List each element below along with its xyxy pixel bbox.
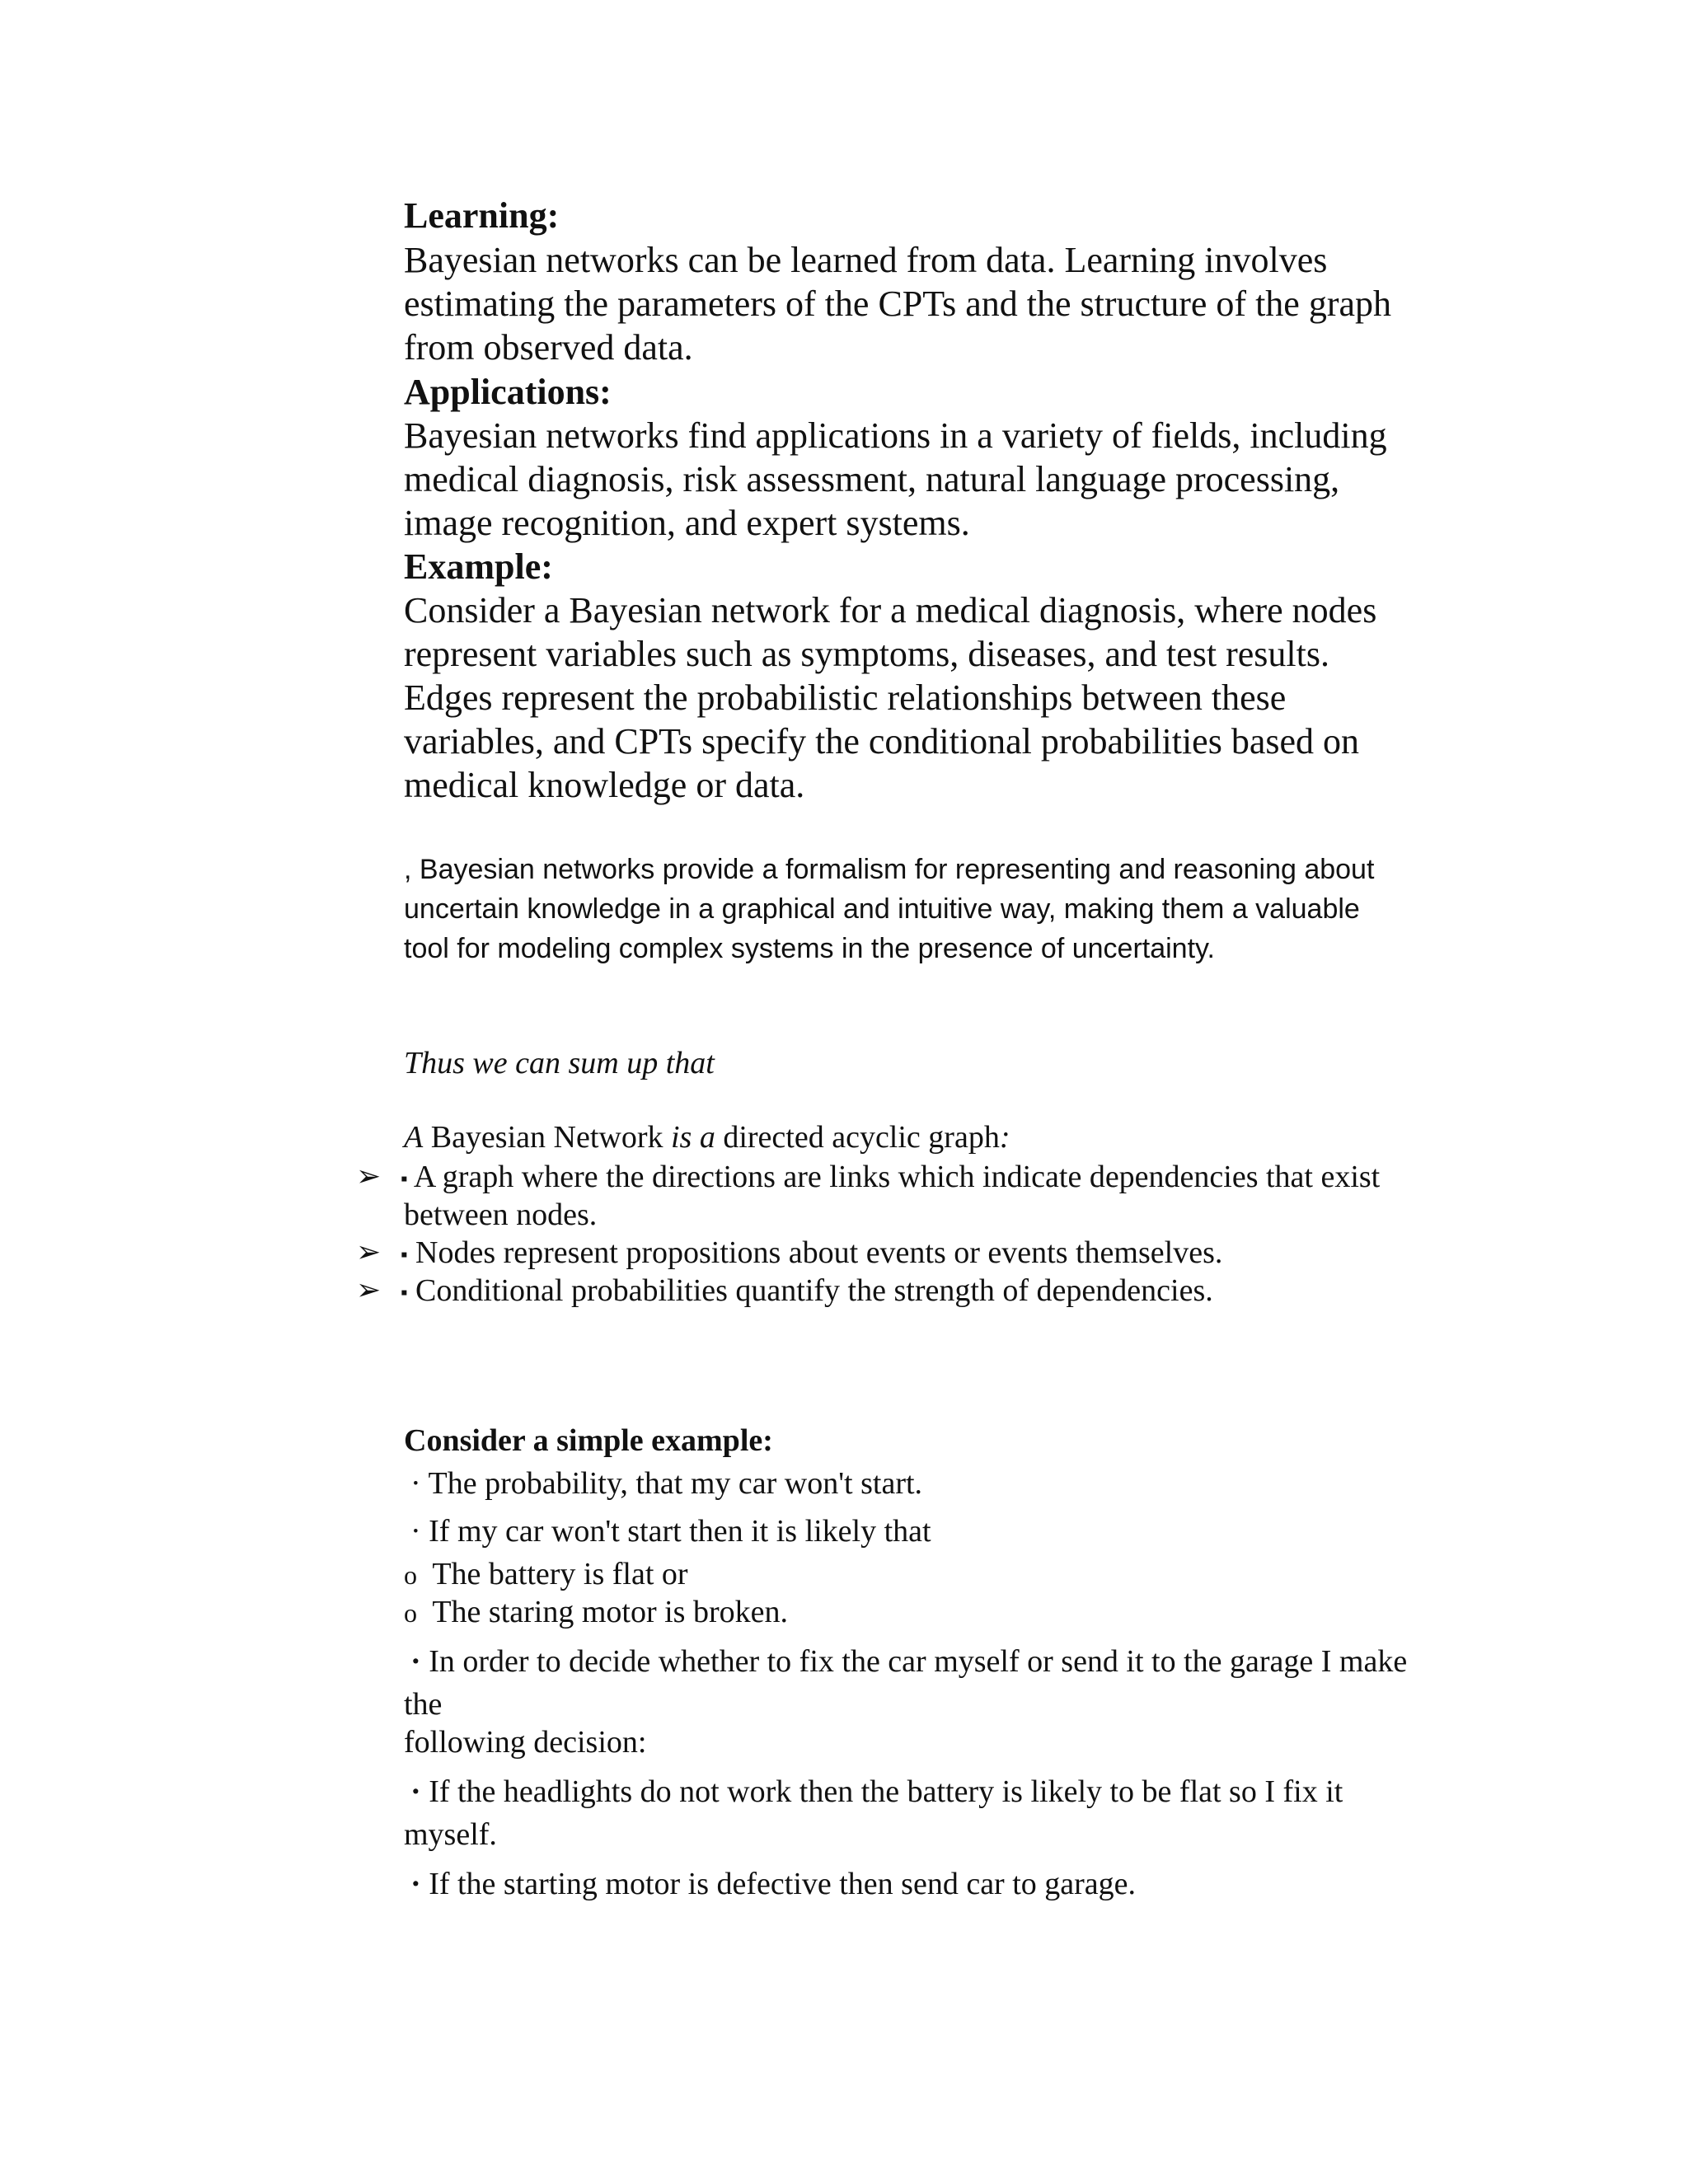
example-item <box>410 1513 931 1549</box>
sum-up-text: Thus we can sum up that <box>404 1046 715 1080</box>
example-item-text: If my car won't start then it is likely that <box>429 1514 931 1549</box>
example-item-continuation: the <box>404 1687 443 1722</box>
learning-heading: Learning: <box>404 195 560 236</box>
sub-item-text: The battery is flat or <box>432 1557 688 1591</box>
example-item-text: If the starting motor is defective then send car to garage. <box>429 1867 1137 1901</box>
bullet-text: Conditional probabilities quantify the strength of dependencies. <box>415 1273 1213 1308</box>
example-item <box>410 1465 922 1502</box>
example-heading: Example: <box>404 546 553 587</box>
definition-is-a: is a <box>670 1120 715 1155</box>
learning-line: Bayesian networks can be learned from data. Learning involves <box>404 240 1328 280</box>
arrow-bullet-icon: ➢ <box>356 1159 382 1193</box>
definition-rest: directed acyclic graph <box>715 1120 1000 1155</box>
simple-example-heading: Consider a simple example: <box>404 1423 773 1458</box>
square-bullet-icon: ▪ <box>401 1282 408 1304</box>
example-line: represent variables such as symptoms, diseases, and test results. <box>404 634 1329 674</box>
learning-line: estimating the parameters of the CPTs and the structure of the graph <box>404 284 1392 324</box>
summary-line: tool for modeling complex systems in the presence of uncertainty. <box>404 933 1215 964</box>
bullet-text: A graph where the directions are links which indicate dependencies that exist <box>413 1160 1381 1194</box>
sub-item <box>404 1556 688 1592</box>
example-line: variables, and CPTs specify the conditional probabilities based on <box>404 721 1359 762</box>
bullet-item <box>401 1272 1213 1309</box>
definition-bn: Bayesian Network <box>423 1120 671 1155</box>
bullet-continuation: between nodes. <box>404 1197 598 1232</box>
example-item-text: The probability, that my car won't start. <box>428 1466 923 1501</box>
example-item-continuation: following decision: <box>404 1725 647 1760</box>
sub-item <box>404 1594 788 1630</box>
applications-heading: Applications: <box>404 372 612 412</box>
middle-dot-icon: · <box>410 1867 421 1901</box>
middle-dot-icon: · <box>410 1466 421 1501</box>
bullet-item <box>401 1159 1380 1195</box>
bullet-text: Nodes represent propositions about events or events themselves. <box>415 1235 1223 1270</box>
middle-dot-icon: · <box>410 1774 421 1809</box>
example-line: medical knowledge or data. <box>404 765 805 805</box>
definition-line <box>404 1119 1010 1155</box>
applications-line: image recognition, and expert systems. <box>404 503 970 543</box>
middle-dot-icon: · <box>410 1644 421 1679</box>
example-item-text: If the headlights do not work then the battery is likely to be flat so I fix it <box>429 1774 1343 1809</box>
sub-item-text: The staring motor is broken. <box>432 1595 788 1629</box>
applications-line: medical diagnosis, risk assessment, natural language processing, <box>404 459 1340 499</box>
circle-bullet-icon: o <box>404 1598 417 1628</box>
example-item <box>410 1774 1343 1810</box>
middle-dot-icon: · <box>410 1514 421 1549</box>
summary-line: uncertain knowledge in a graphical and intuitive way, making them a valuable <box>404 893 1360 925</box>
definition-colon: : <box>999 1120 1010 1155</box>
example-line: Consider a Bayesian network for a medical diagnosis, where nodes <box>404 590 1377 630</box>
square-bullet-icon: ▪ <box>401 1168 408 1190</box>
example-line: Edges represent the probabilistic relationships between these <box>404 677 1287 718</box>
example-item <box>410 1643 1407 1680</box>
applications-line: Bayesian networks find applications in a variety of fields, including <box>404 415 1387 456</box>
summary-line: , Bayesian networks provide a formalism for representing and reasoning about <box>404 854 1375 885</box>
circle-bullet-icon: o <box>404 1560 417 1590</box>
arrow-bullet-icon: ➢ <box>356 1272 382 1306</box>
example-item-continuation: myself. <box>404 1817 497 1852</box>
learning-line: from observed data. <box>404 327 693 368</box>
square-bullet-icon: ▪ <box>401 1244 408 1266</box>
arrow-bullet-icon: ➢ <box>356 1235 382 1268</box>
definition-a: A <box>404 1120 424 1155</box>
example-item-text: In order to decide whether to fix the car myself or send it to the garage I make <box>429 1644 1408 1679</box>
example-item <box>410 1866 1136 1902</box>
bullet-item <box>401 1235 1222 1271</box>
